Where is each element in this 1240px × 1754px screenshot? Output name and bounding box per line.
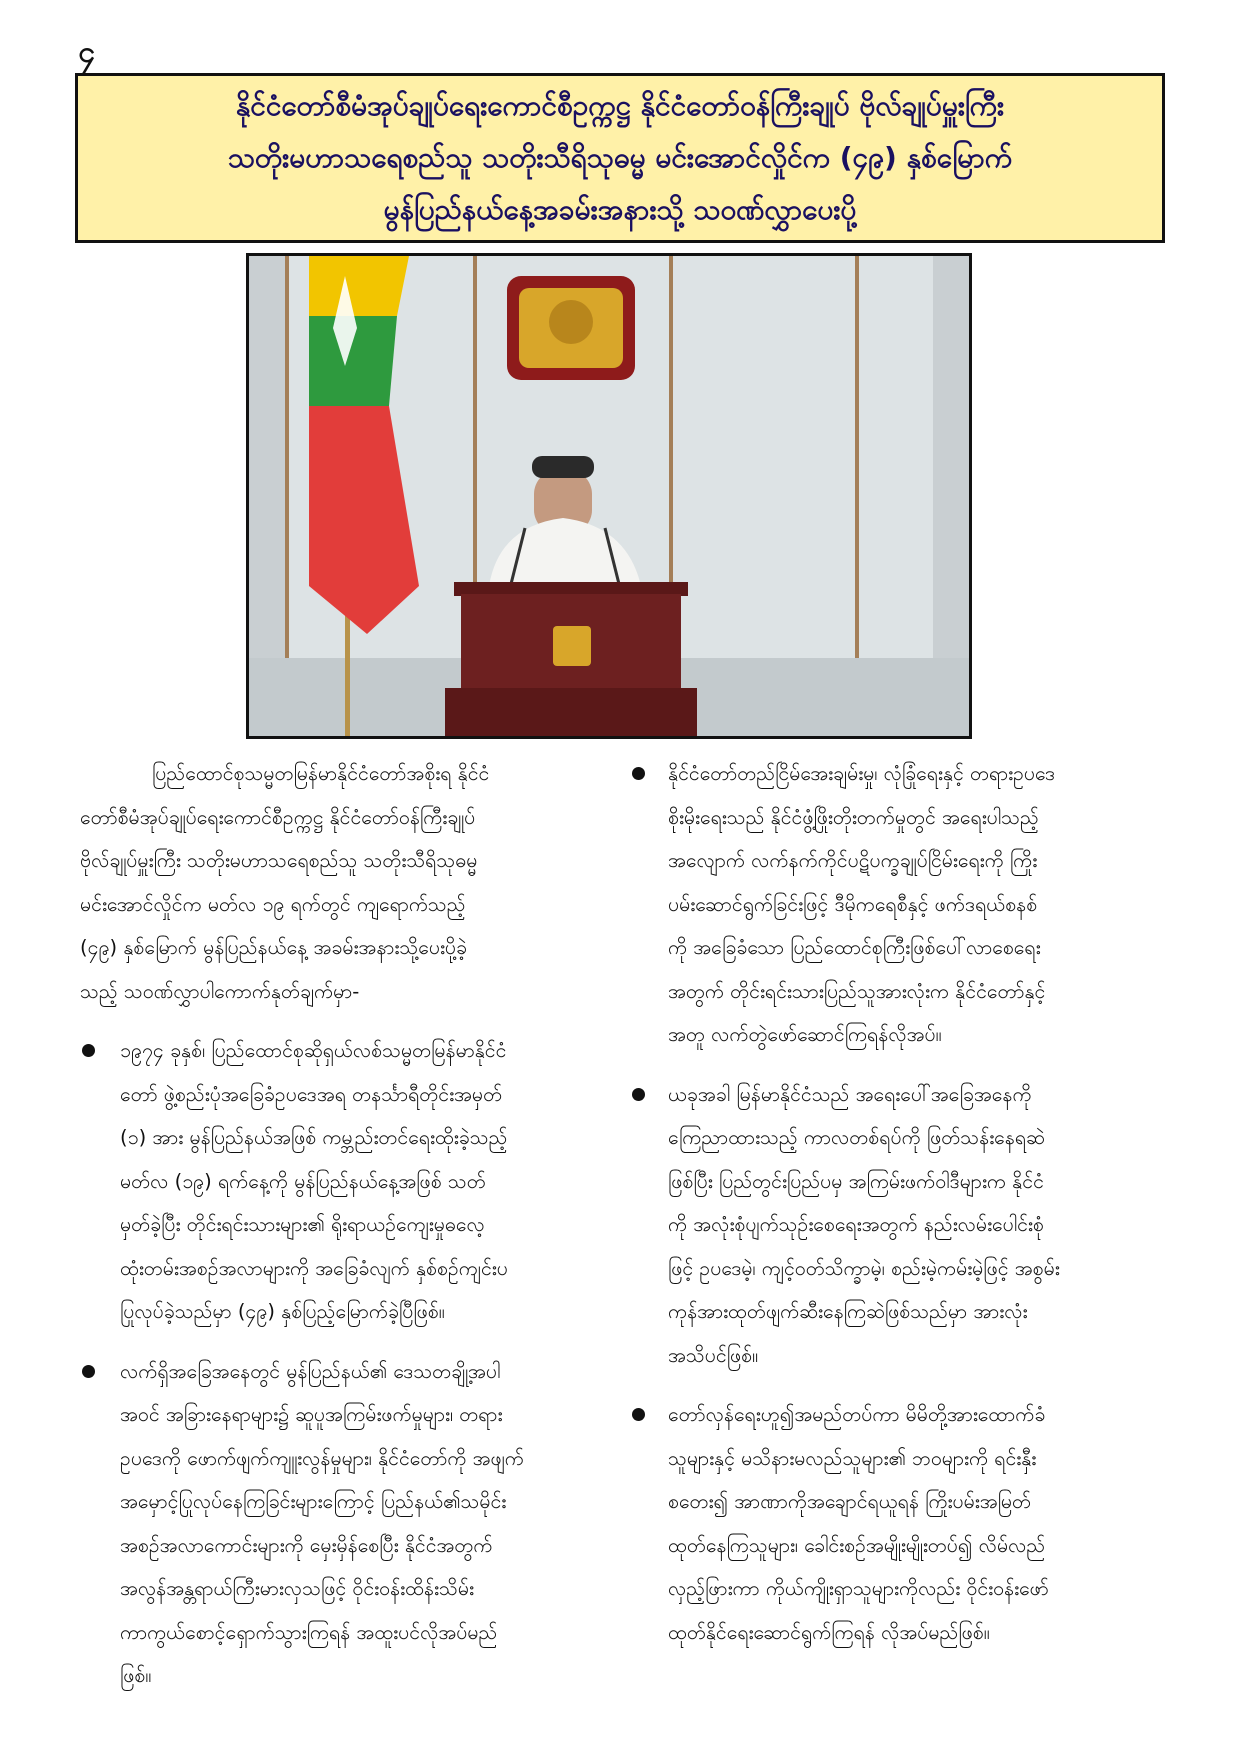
emblem-center-icon (549, 300, 593, 344)
intro-paragraph (80, 752, 606, 1013)
bullet-line: စတေး၍ အာဏာကိုအချောင်ရယူရန် ကြိုးပမ်းအမြတ် (668, 1490, 1031, 1513)
headline-line-3: မွန်ပြည်နယ်နေ့အခမ်းအနားသို့ သဝဏ်လွှာပေးပို့ (383, 193, 857, 226)
bullet-icon (82, 1044, 95, 1057)
bullet-line: အသိပင်ဖြစ်။ (668, 1343, 758, 1367)
bullet-line: ကို အခြေခံသော ပြည်ထောင်စုကြီးဖြစ်ပေါ်လာစေရေး (668, 936, 1041, 959)
bullet-line: သူများနှင့် မသိနားမလည်သူများ၏ ဘဝများကို ရင်းနှီး (668, 1446, 1037, 1470)
bullet-line: အလျောက် လက်နက်ကိုင်ပဋိပက္ခချုပ်ငြိမ်းရေးကို ကြိုး (668, 849, 1038, 872)
bullet-icon (632, 767, 645, 780)
headline-line-2: သတိုးမဟာသရေစည်သူ သတိုးသီရိသုဓမ္မ မင်းအောင်လှိုင်က (၄၉) နှစ်မြောက် (227, 141, 1013, 174)
intro-line: မင်းအောင်လှိုင်က မတ်လ ၁၉ ရက်တွင် ကျရောက်သည့် (80, 892, 466, 916)
news-photo (246, 253, 972, 739)
bullet-line: တော် ဖွဲ့စည်းပုံအခြေခံဥပဒေအရ တနင်္သာရီတိုင်းအမှတ် (120, 1082, 503, 1106)
bullet-item (630, 1393, 1156, 1654)
bullet-line: ဖြင့် ဥပဒေမဲ့၊ ကျင့်ဝတ်သိက္ခာမဲ့၊ စည်းမဲ့ကမ်းမဲ့ဖြင့် အစွမ်း (668, 1256, 1060, 1280)
bullet-line: ထုတ်နိုင်ရေးဆောင်ရွက်ကြရန် လိုအပ်မည်ဖြစ်။ (668, 1620, 990, 1644)
bullet-line: ၁၉၇၄ ခုနှစ်၊ ပြည်ထောင်စုဆိုရှယ်လစ်သမ္မတမြန်မာနိုင်ငံ (120, 1039, 507, 1062)
bullet-line: ပမ်းဆောင်ရွက်ခြင်းဖြင့် ဒီမိုကရေစီနှင့် ဖက်ဒရယ်စနစ် (668, 892, 1038, 916)
podium-emblem-icon (553, 626, 591, 666)
bullet-line: ကာကွယ်စောင့်ရှောက်သွားကြရန် အထူးပင်လိုအပ်မည် (120, 1620, 498, 1644)
intro-line: သည့် သဝဏ်လွှာပါကောက်နုတ်ချက်မှာ- (80, 979, 360, 1003)
podium-base (445, 688, 697, 736)
left-column (80, 752, 606, 1698)
bullet-line: နိုင်ငံတော်တည်ငြိမ်အေးချမ်းမှု၊ လုံခြုံရေးနှင့် တရားဥပဒေ (668, 762, 1056, 785)
bullet-line: အမှောင့်ပြုလုပ်နေကြခြင်းများကြောင့် ပြည်နယ်၏သမိုင်း (120, 1490, 507, 1513)
bullet-line: ပြုလုပ်ခဲ့သည်မှာ (၄၉) နှစ်ပြည့်မြောက်ခဲ့ပြီဖြစ်။ (120, 1300, 445, 1323)
right-column (630, 752, 1156, 1654)
intro-line: ပြည်ထောင်စုသမ္မတမြန်မာနိုင်ငံတော်အစိုးရ နိုင်ငံ (152, 762, 490, 785)
bullet-line: မှတ်ခဲ့ပြီး တိုင်းရင်းသားများ၏ ရိုးရာယဉ်ကျေးမှုဓလေ့ (120, 1213, 485, 1236)
bullet-line: ကြေညာထားသည့် ကာလတစ်ရပ်ကို ဖြတ်သန်းနေရဆဲ (668, 1126, 1045, 1149)
bullet-line: အဝင် အခြားနေရာများ၌ ဆူပူအကြမ်းဖက်မှုများ၊ တရား (120, 1403, 503, 1426)
bullet-line: အစဉ်အလာကောင်းများကို မှေးမှိန်စေပြီး နိုင်ငံအတွက် (120, 1533, 493, 1557)
bullet-icon (82, 1365, 95, 1378)
bullet-icon (632, 1408, 645, 1421)
intro-line: တော်စီမံအုပ်ချုပ်ရေးကောင်စီဥက္ကဋ္ဌ နိုင်ငံတော်ဝန်ကြီးချုပ် (80, 805, 476, 829)
bullet-line: အလွန်အန္တရာယ်ကြီးမားလှသဖြင့် ဝိုင်းဝန်းထိန်းသိမ်း (120, 1577, 474, 1600)
bullet-line: အတူ လက်တွဲဖော်ဆောင်ကြရန်လိုအပ်။ (668, 1023, 942, 1046)
bullet-line: တော်လှန်ရေးဟူ၍အမည်တပ်ကာ မိမိတို့အားထောက်ခံ (668, 1403, 1046, 1426)
bullet-line: ထုတ်နေကြသူများ၊ ခေါင်းစဉ်အမျိုးမျိုးတပ်၍ လိမ်လည် (668, 1533, 1046, 1557)
headline-box (75, 73, 1165, 243)
headline-line-1: နိုင်ငံတော်စီမံအုပ်ချုပ်ရေးကောင်စီဥက္ကဋ္ဌ နိုင်ငံတော်ဝန်ကြီးချုပ် ဗိုလ်ချုပ်မှူးကြီး (235, 89, 1005, 122)
bullet-item (630, 752, 1156, 1057)
photo-illustration (249, 256, 969, 736)
intro-line: ဗိုလ်ချုပ်မှူးကြီး သတိုးမဟာသရေစည်သူ သတိုးသီရိသုဓမ္မ (80, 849, 478, 872)
intro-line: (၄၉) နှစ်မြောက် မွန်ပြည်နယ်နေ့ အခမ်းအနားသို့ပေးပို့ခဲ့ (80, 936, 467, 959)
bullet-line: မတ်လ (၁၉) ရက်နေ့ကို မွန်ပြည်နယ်နေ့အဖြစ် သတ် (120, 1169, 486, 1193)
bullet-item (630, 1073, 1156, 1378)
bullet-icon (632, 1088, 645, 1101)
bullet-line: ယခုအခါ မြန်မာနိုင်ငံသည် အရေးပေါ်အခြေအနေကို (668, 1082, 1032, 1106)
speaker-hair (532, 456, 594, 478)
bullet-line: ဖြစ်ပြီး ပြည်တွင်းပြည်ပမှ အကြမ်းဖက်ဝါဒီများက နိုင်ငံ (668, 1169, 1044, 1193)
bullet-line: ဖြစ်။ (120, 1664, 152, 1687)
bullet-line: ကို အလုံးစုံပျက်သုဉ်းစေရေးအတွက် နည်းလမ်းပေါင်းစုံ (668, 1213, 1044, 1236)
bullet-item (80, 1350, 606, 1698)
flag-yellow-stripe (309, 256, 409, 316)
podium-top (454, 582, 688, 596)
bullet-item (80, 1029, 606, 1334)
bullet-line: လက်ရှိအခြေအနေတွင် မွန်ပြည်နယ်၏ ဒေသတချို့အပါ (120, 1359, 501, 1383)
bullet-line: ဥပဒေကို ဖောက်ဖျက်ကျူးလွန်မှုများ၊ နိုင်ငံတော်ကို အဖျက် (120, 1446, 524, 1470)
bullet-line: လှည့်ဖြားကာ ကိုယ်ကျိုးရှာသူများကိုလည်း ဝိုင်းဝန်းဖော် (668, 1577, 1049, 1600)
bullet-line: ကုန်အားထုတ်ဖျက်ဆီးနေကြဆဲဖြစ်သည်မှာ အားလုံး (668, 1300, 1028, 1323)
page-number: ၄ (78, 35, 95, 70)
bullet-line: အတွက် တိုင်းရင်းသားပြည်သူအားလုံးက နိုင်ငံတော်နှင့် (668, 979, 1046, 1003)
bullet-line: ထုံးတမ်းအစဉ်အလာများကို အခြေခံလျက် နှစ်စဉ်ကျင်းပ (120, 1256, 508, 1280)
bullet-line: (၁) အား မွန်ပြည်နယ်အဖြစ် ကမ္ဘည်းတင်ရေးထိုးခဲ့သည့် (120, 1126, 508, 1149)
bullet-line: စိုးမိုးရေးသည် နိုင်ငံဖွံ့ဖြိုးတိုးတက်မှုတွင် အရေးပါသည့် (668, 805, 1039, 829)
